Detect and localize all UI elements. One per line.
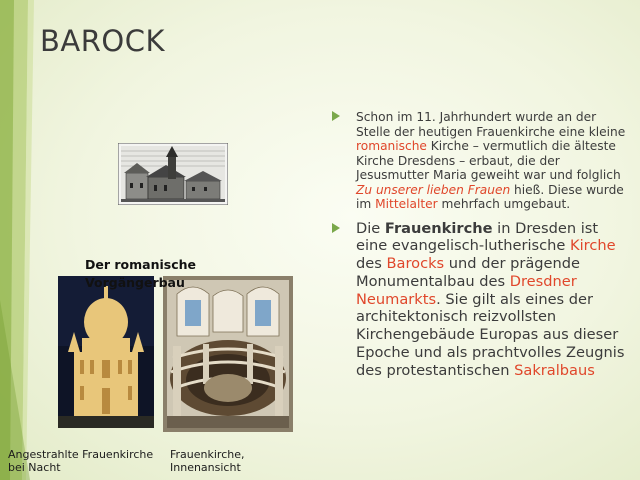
text-segment: Die	[356, 219, 385, 237]
caption-interior: Frauenkirche, Innenansicht	[170, 448, 245, 474]
text-segment: Mittelalter	[375, 197, 438, 211]
text-segment: Barocks	[386, 255, 445, 273]
text-segment: und der prägende Monumentalbau des	[356, 255, 581, 290]
text-segment: Zu unserer lieben Frauen	[356, 182, 511, 197]
slide-title: BAROCK	[40, 24, 165, 58]
text-segment: Frauenkirche	[384, 219, 493, 237]
bullet-romanesque	[330, 110, 630, 212]
text-segment: Sakralbaus	[514, 361, 595, 379]
text-segment: . Sie gilt als eines der architektonisch reizvollsten Kirchengebäude Europas aus dieser Epoche und als prachtvolles Zeugnis des protestantischen	[356, 290, 625, 379]
text-segment: Dresdner Neumarkts	[356, 272, 577, 308]
text-segment: hieß. Diese wurde im	[356, 182, 624, 211]
frauenkirche-night-photo	[58, 276, 154, 428]
frauenkirche-interior-photo	[163, 276, 293, 432]
text-segment: mehrfach umgebaut.	[437, 197, 571, 211]
text-segment: in Dresden ist eine evangelisch-lutherische	[356, 219, 599, 255]
text-segment: romanische	[356, 139, 427, 153]
romanesque-label: Der romanische Vorgängerbau	[85, 257, 196, 290]
bullet-marker-icon	[332, 223, 340, 233]
bullet-text	[356, 110, 625, 211]
bullet-text	[356, 220, 624, 379]
romanesque-church-engraving	[118, 143, 228, 205]
text-segment: Kirche	[570, 237, 616, 255]
text-segment: Kirche – vermutlich die älteste Kirche Dresdens – erbaut, die der Jesusmutter Maria geweiht war und folglich	[356, 139, 621, 182]
bullet-list	[330, 110, 630, 380]
caption-night: Angestrahlte Frauenkirche bei Nacht	[8, 448, 154, 474]
bullet-marker-icon	[332, 111, 340, 121]
text-segment: des	[356, 255, 387, 273]
bullet-frauenkirche	[330, 220, 630, 380]
text-segment: Schon im 11. Jahrhundert wurde an der Stelle der heutigen Frauenkirche eine kleine	[356, 110, 626, 139]
